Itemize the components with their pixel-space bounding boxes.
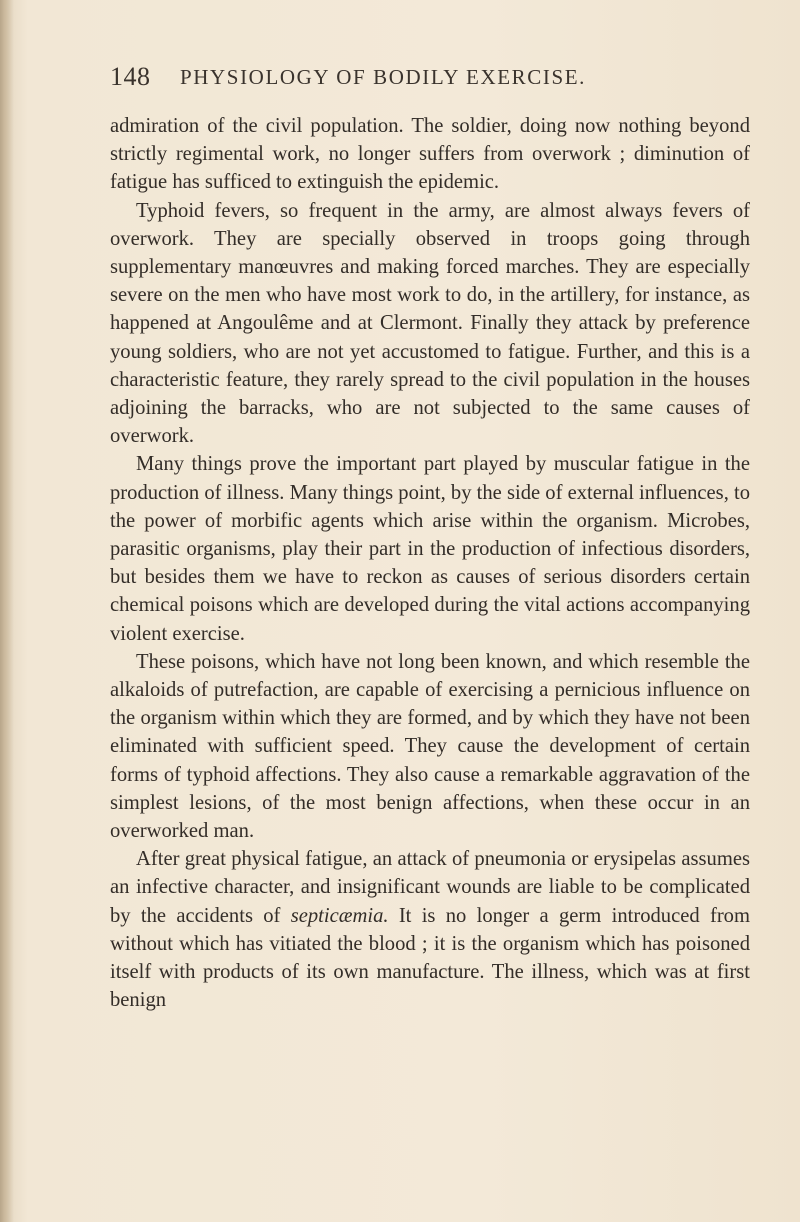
paragraph-5 [110, 845, 750, 1014]
running-head: PHYSIOLOGY OF BODILY EXERCISE. [180, 65, 587, 89]
paragraph-2: Typhoid fevers, so frequent in the army, are almost always fevers of overwork. They are specially observed in troops going through supplementary manœuvres and making forced marches. They are especially severe on the men who have most work to do, in the artillery, for instance, as happened at Angoulême and at Clermont. Finally they attack by preference young soldiers, who are not yet accustomed to fatigue. Further, and this is a characteristic feature, they rarely spread to the civil population in the houses adjoining the barracks, who are not subjected to the same causes of overwork. [110, 199, 750, 448]
paragraph-3: Many things prove the important part played by muscular fatigue in the production of illness. Many things point, by the side of external influences, to the power of morbific agents which arise within the organism. Microbes, parasitic organisms, play their part in the production of infectious disorders, but besides them we have to reckon as causes of serious disorders certain chemical poisons which are developed during the vital actions accompanying violent exercise. [110, 453, 751, 645]
page-number: 148 [110, 62, 151, 91]
body-text [110, 112, 750, 1015]
italic-term-septicaemia: septicæmia. [290, 904, 389, 927]
paragraph-5-text-before: After great physical fatigue, an attack of pneumonia or erysipelas assumes an infective character, and insignificant wounds are liable to be complicated by the accidents of [110, 848, 750, 927]
page-header [110, 62, 750, 92]
paragraph-5-text-after: It is no longer a germ introduced from without which has vitiated the blood ; it is the organism which has poisoned itself with products of its own manufacture. The illness, which was at first benign [110, 904, 750, 1012]
paragraph-1: admiration of the civil population. The soldier, doing now nothing beyond strictly regimental work, no longer suffers from overwork ; diminution of fatigue has sufficed to extinguish the epidemic. [110, 115, 750, 194]
paragraph-4: These poisons, which have not long been known, and which resemble the alkaloids of putrefaction, are capable of exercising a pernicious influence on the organism within which they are formed, and by which they have not been eliminated with sufficient speed. They cause the development of certain forms of typhoid affections. They also cause a remarkable aggravation of the simplest lesions, of the most benign affections, when these occur in an overworked man. [110, 650, 750, 843]
page-gutter-shadow [0, 0, 14, 1222]
